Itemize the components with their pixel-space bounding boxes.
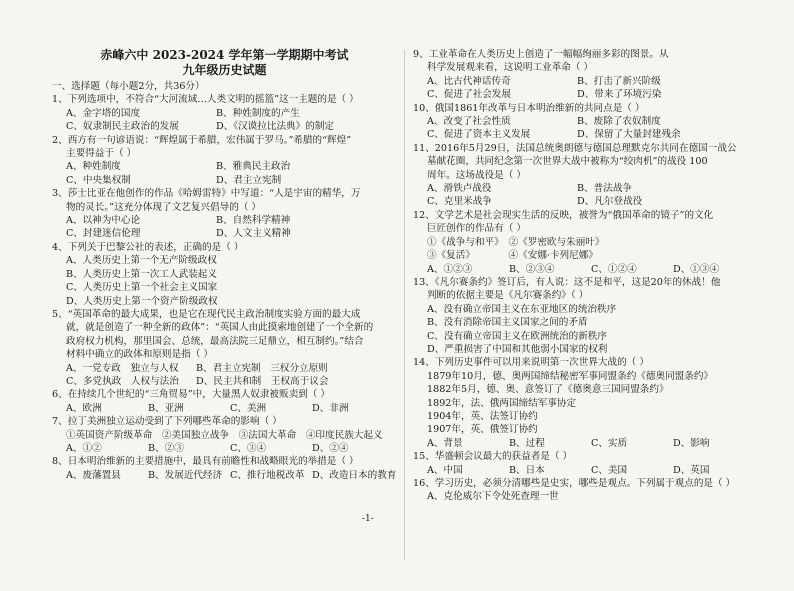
question-text: 周年。这场战役是（ ） [427,169,526,181]
question-block [52,308,397,388]
answer-option: B、种姓制度的产生 [216,107,300,119]
answer-option: D、②④ [312,442,349,454]
answer-option: B、雅典民主政治 [216,161,291,173]
answer-option: C、中央集权制 [66,174,131,186]
answer-option: C、促进了社会发展 [427,89,512,101]
answer-option: D、人类历史上第一个资产阶级政权 [66,295,218,307]
answer-option: B、②③ [148,442,184,454]
question-stem: 14、下列历史事件可以用来说明第一次世界大战的（ ） [413,357,649,369]
question-text: 1904年，英、法签订协约 [427,410,538,422]
column-divider [404,50,405,560]
answer-option: A、种姓制度 [66,161,121,173]
answer-option-row [52,214,397,227]
question-text: 1907年，英、俄签订协约 [427,424,538,436]
question-text: ①《战争与和平》 ②《罗密欧与朱丽叶》 [427,236,605,248]
section-heading: 一、选择题（每小题2分，共36分） [52,81,205,92]
answer-option: D、英国 [673,464,710,476]
question-text: 科学发展观来看，这说明工业革命（ ） [427,62,594,74]
answer-option: A、没有确立帝国主义在东亚地区的统治秩序 [427,303,617,315]
answer-option-row [52,469,397,482]
page-number: -1- [362,514,374,524]
question-stem: 7、拉丁美洲独立运动受到了下列哪些革命的影响（ ） [52,416,282,428]
question-block [413,356,773,450]
answer-option: C、没有确立帝国主义在欧洲统治的新秩序 [427,330,608,342]
answer-option: B、自然科学精神 [216,215,291,227]
answer-option: D、①③④ [673,263,720,275]
question-stem: 2、西方有一句谚语说：“辉煌属于希腊，宏伟属于罗马。”希腊的“辉煌” [52,134,352,146]
question-block [413,477,773,504]
answer-option: D、带来了环境污染 [577,89,662,101]
answer-option: D、君主立宪制 [216,174,282,186]
question-text: 政府权力机构，那里国会、总统，最高法院三足鼎立，相互制约。”结合 [66,335,364,347]
question-block [52,388,397,415]
answer-option: A、克伦威尔下令处死查理一世 [427,491,559,503]
question-text: 判断的依据主要是《凡尔赛条约》（ ） [427,290,589,302]
question-stem: 10、俄国1861年改革与日本明治维新的共同点是（ ） [413,102,645,114]
answer-option-row [52,375,397,388]
answer-option: B、②③④ [509,263,555,275]
answer-option: B、废除了农奴制度 [577,116,661,128]
answer-option-row [52,362,397,375]
answer-option: C、③④ [230,442,267,454]
answer-option: B、君主立宪制 三权分立原则 [196,362,328,374]
question-stem: 6、在持续几个世纪的“三角贸易”中，大量黑人奴隶被贩卖到（ ） [52,389,330,401]
answer-option: B、日本 [509,464,545,476]
question-text: 1882年5月，德、奥、意签订了《德奥意三国同盟条约》 [427,384,669,396]
answer-option: B、没有消除帝国主义国家之间的矛盾 [427,317,588,329]
answer-option: A、改变了社会性质 [427,116,511,128]
answer-option-row [413,88,773,101]
question-block [413,102,773,142]
answer-option: A、欧洲 [66,402,102,414]
answer-option: A、以神为中心论 [66,215,141,227]
question-block [413,142,773,209]
exam-subtitle: 九年级历史试题 [182,63,267,77]
question-text: 1892年，法、俄两国缔结军事协定 [427,397,577,409]
question-block [413,276,773,356]
answer-option-row [413,437,773,450]
answer-option: B、发展近代经济 [148,469,223,481]
question-block [52,134,397,188]
answer-option: A、中国 [427,464,463,476]
answer-option: A、①② [66,442,102,454]
question-block [413,450,773,477]
answer-option: C、美国 [591,464,628,476]
question-text: 巨匠创作的作品有（ ） [427,223,526,235]
question-block [52,241,397,308]
answer-option: C、封建迷信伦理 [66,228,141,240]
answer-option: B、人类历史上第一次工人武装起义 [66,268,217,280]
answer-option: C、奴隶制民主政治的发展 [66,121,179,133]
question-block [52,415,397,455]
answer-option-row [52,174,397,187]
answer-option: C、①②④ [591,263,637,275]
answer-option: D、凡尔登战役 [577,196,643,208]
question-text: 就，就是创造了一种全新的政体”：“英国人由此摸索地创建了一个全新的 [66,322,374,334]
answer-option-row [413,464,773,477]
question-text: 材料中确立的政体和原则是指（ ） [66,349,213,361]
answer-option-row [52,107,397,120]
question-stem: 15、华盛顿会议最大的获益者是（ ） [413,451,573,463]
question-text: ①英国资产阶级革命 ②美国独立战争 ③法国大革命 ④印度民族大起义 [66,429,383,441]
question-block [52,93,397,133]
answer-option: C、促进了资本主义发展 [427,129,531,141]
answer-option: A、比古代神话传奇 [427,75,511,87]
answer-option: B、过程 [509,437,545,449]
answer-option-row [413,263,773,276]
answer-option: B、打击了新兴阶级 [577,75,661,87]
answer-option: C、多党执政 人权与法治 [66,375,179,387]
answer-option: A、滑铁卢战役 [427,183,492,195]
question-block [52,455,397,482]
answer-option: A、①②③ [427,263,473,275]
answer-option-row [413,75,773,88]
answer-option-row [413,128,773,141]
answer-option: B、普法战争 [577,183,633,195]
question-stem: 11、2016年5月29日，法国总统奥朗德与德国总理默克尔共同在德国一战公 [413,142,737,154]
answer-option: C、克里米战争 [427,196,492,208]
answer-option: D、非洲 [312,402,349,414]
answer-option-row [413,195,773,208]
question-stem: 5、“英国革命的最大成果，也是它在现代民主政治制度实验方面的最大成 [52,308,361,320]
question-block [413,48,773,102]
answer-option-row [413,182,773,195]
question-stem: 3、莎士比亚在他创作的作品《哈姆雷特》中写道：“人是宇宙的精华，万 [52,188,361,200]
question-stem: 16、学习历史，必须分清哪些是史实，哪些是观点。下列属于观点的是（ ） [413,478,736,489]
answer-option: A、背景 [427,437,463,449]
answer-option: A、废藩置县 [66,469,121,481]
answer-option-row [52,442,397,455]
left-column [52,48,397,482]
answer-option: D、《汉谟拉比法典》的制定 [216,121,335,133]
question-stem: 12、文学艺术是社会现实生活的反映，被誉为“俄国革命的镜子”的文化 [413,209,714,221]
question-stem: 8、日本明治维新的主要措施中，最具有前瞻性和战略眼光的举措是（ ） [52,456,359,468]
answer-option: A、金字塔的国度 [66,107,141,119]
question-stem: 9、工业革命在人类历史上创造了一幅幅绚丽多彩的图景。从 [413,49,669,60]
answer-option: C、美洲 [230,402,267,414]
right-column [413,48,773,504]
answer-option-row [52,120,397,133]
answer-option-row [413,115,773,128]
question-text: 主要得益于（ ） [66,148,137,160]
question-stem: 1、下列选项中，不符合“大河流域…人类文明的摇篮”这一主题的是（ ） [52,94,359,106]
answer-option-row [52,160,397,173]
question-text: 1879年10月，德、奥两国缔结秘密军事同盟条约《德奥同盟条约》 [427,370,714,382]
answer-option-row [52,227,397,240]
answer-option-row [52,402,397,415]
answer-option: C、人类历史上第一个社会主义国家 [66,282,218,294]
answer-option: D、影响 [673,437,710,449]
question-text: ③《复活》 ④《安娜·卡列尼娜》 [427,250,598,262]
answer-option: A、人类历史上第一个无产阶级政权 [66,255,217,267]
answer-option: B、亚洲 [148,402,184,414]
answer-option: C、实质 [591,437,628,449]
answer-option: D、民主共和制 王权高于议会 [196,375,329,387]
question-block [52,187,397,241]
question-text: 墓献花圈，共同纪念第一次世界大战中被称为“绞肉机”的战役 100 [427,156,708,168]
question-block [413,209,773,276]
question-stem: 13、《凡尔赛条约》签订后，有人说：这不是和平，这是20年的休战！他 [413,276,721,288]
answer-option: D、严重损害了中国和其他弱小国家的权利 [427,343,608,355]
answer-option: A、一党专政 独立与人权 [66,362,179,374]
exam-title: 赤峰六中 2023-2024 学年第一学期期中考试 [100,48,349,62]
question-stem: 4、下列关于巴黎公社的表述，正确的是（ ） [52,241,244,253]
answer-option: D、保留了大量封建残余 [577,129,681,141]
question-text: 物的灵长。”这充分体现了文艺复兴倡导的（ ） [66,201,262,213]
answer-option: C、推行地税改革 [230,469,305,481]
answer-option: D、人文主义精神 [216,228,291,240]
answer-option: D、改造日本的教育 [312,469,397,481]
